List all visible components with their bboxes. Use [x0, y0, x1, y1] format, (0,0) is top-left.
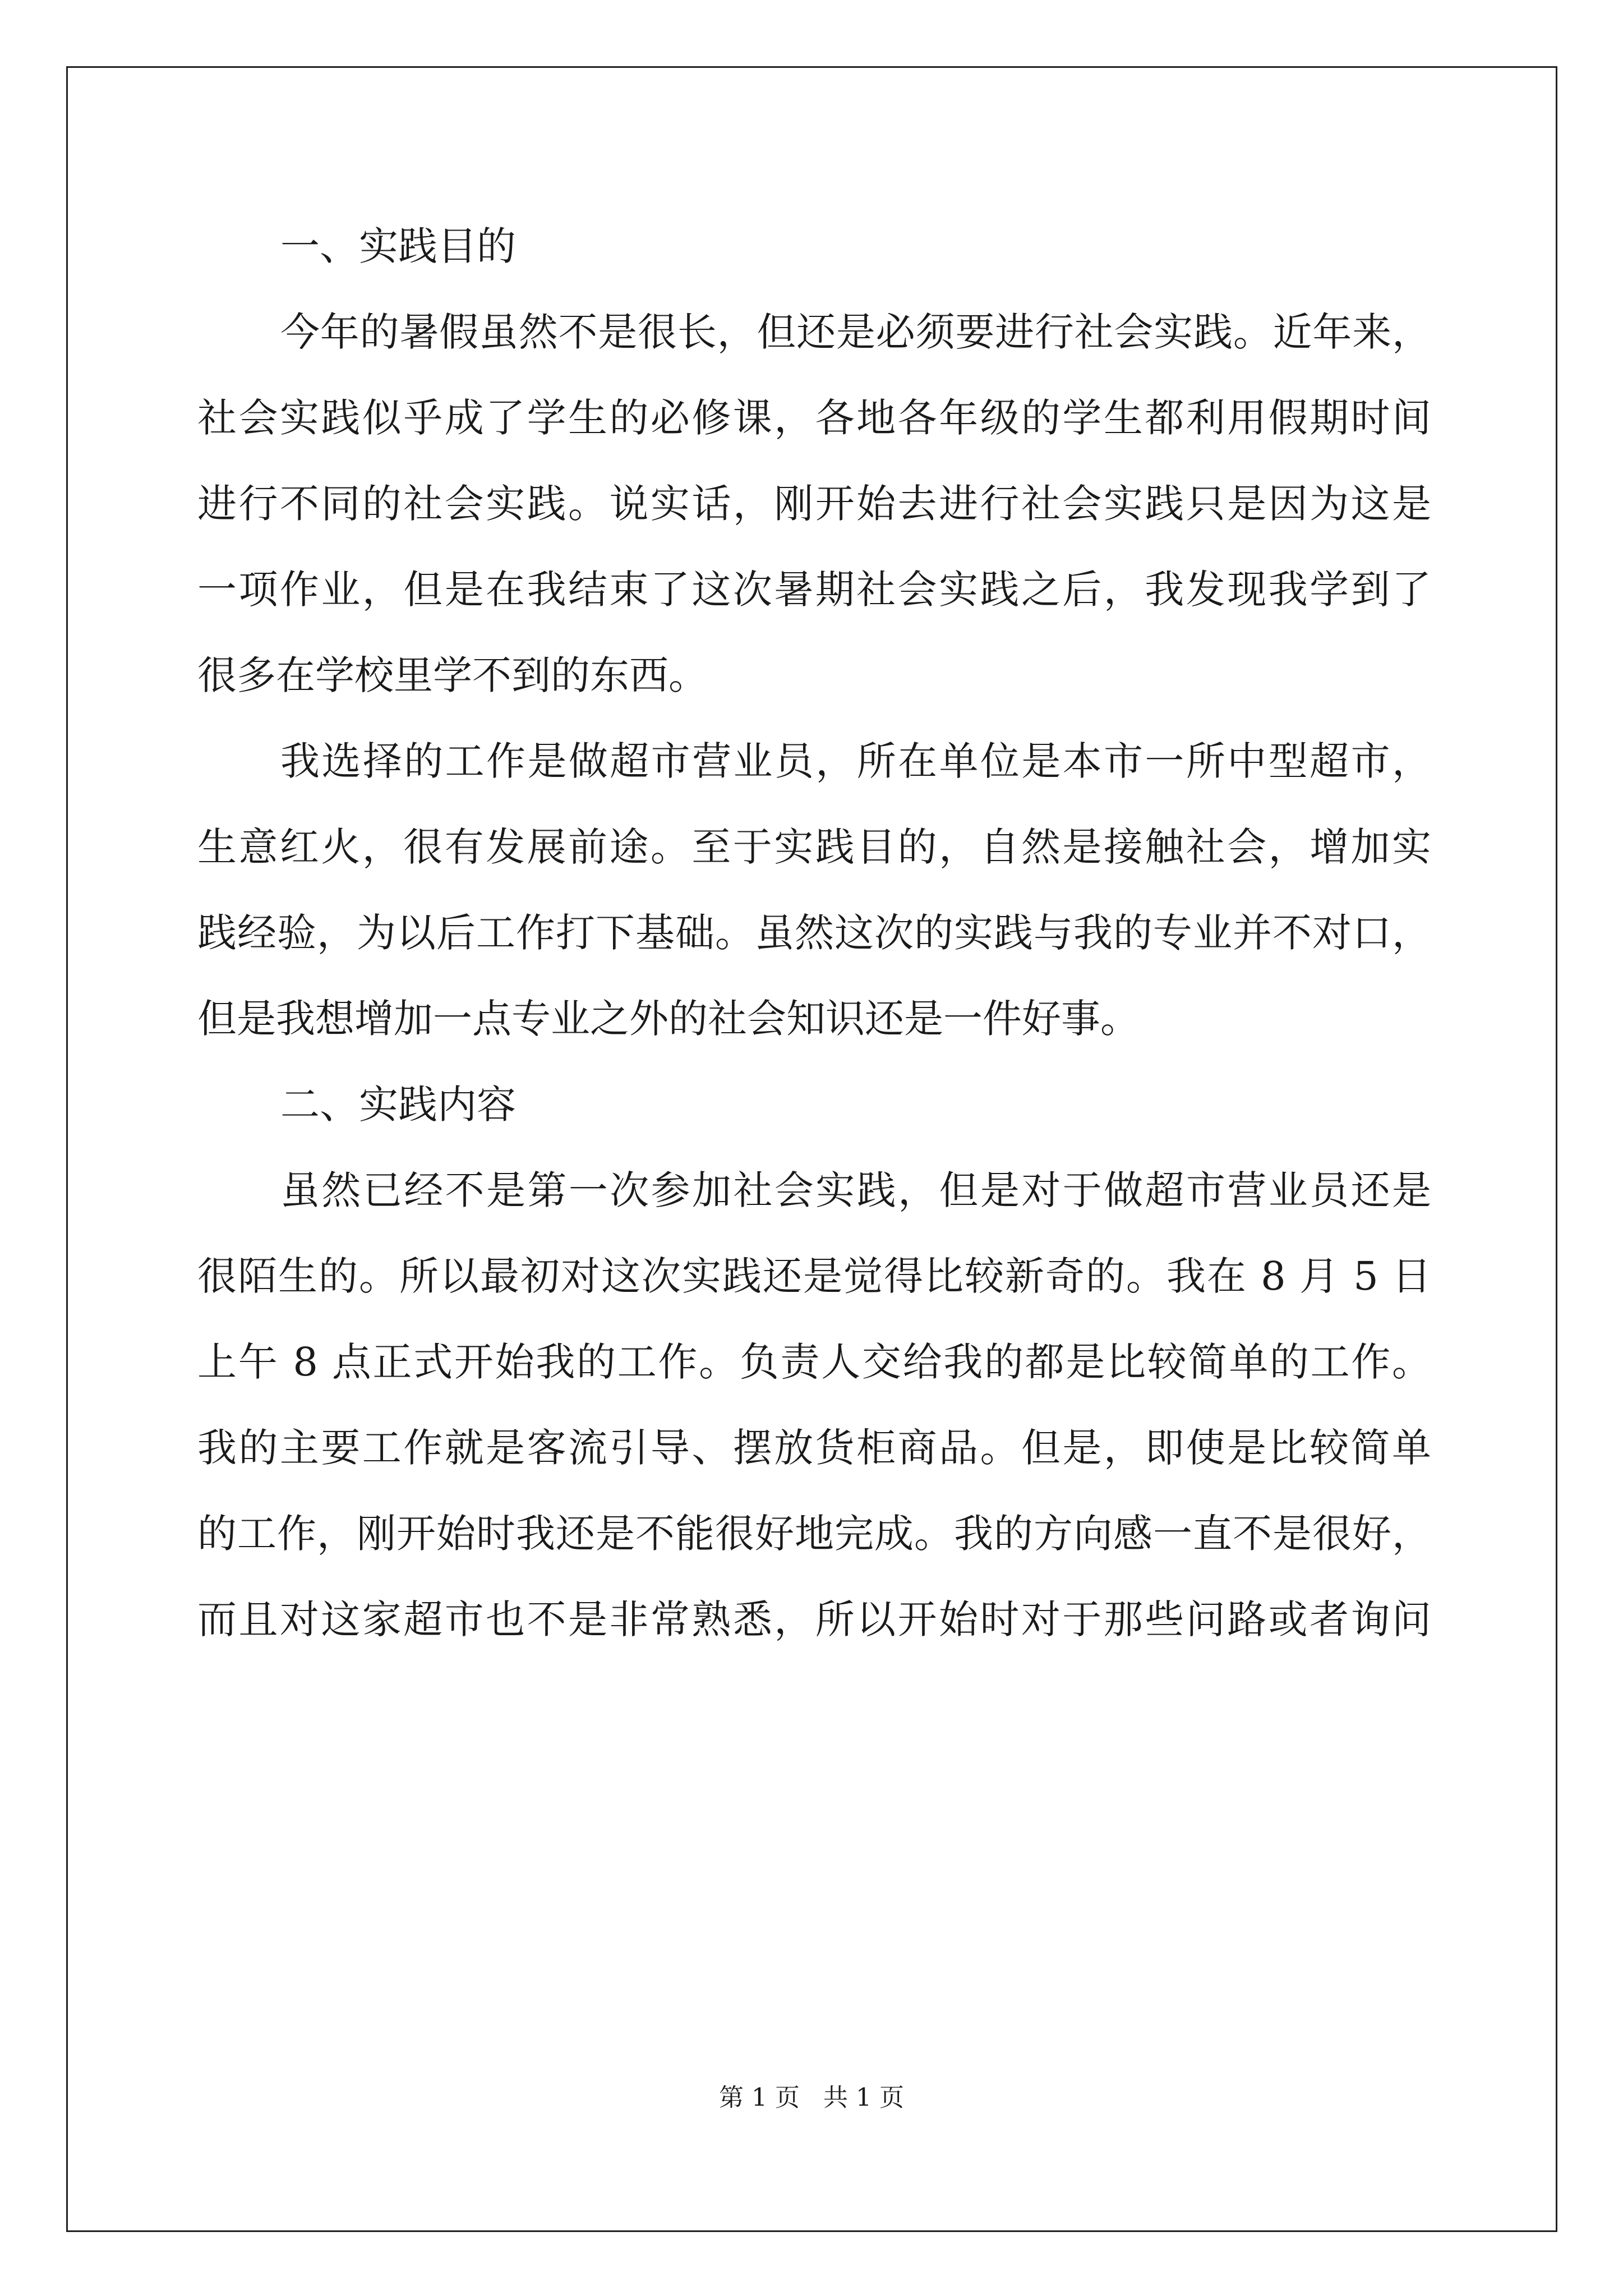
paragraph-line: 生意红火，很有发展前途。至于实践目的，自然是接触社会，增加实	[197, 824, 1431, 870]
paragraph-line: 但是我想增加一点专业之外的社会知识还是一件好事。	[197, 996, 1140, 1042]
page-number: 第 1 页	[719, 2083, 800, 2112]
section-heading-content: 二、实践内容	[280, 1082, 516, 1128]
paragraph-line: 践经验，为以后工作打下基础。虽然这次的实践与我的专业并不对口，	[197, 910, 1431, 956]
paragraph-line: 一项作业，但是在我结束了这次暑期社会实践之后，我发现我学到了	[197, 567, 1431, 613]
paragraph-line: 进行不同的社会实践。说实话，刚开始去进行社会实践只是因为这是	[197, 481, 1431, 527]
page-footer	[0, 2077, 1623, 2113]
paragraph-line: 的工作，刚开始时我还是不能很好地完成。我的方向感一直不是很好，	[197, 1511, 1431, 1557]
paragraph-line: 很陌生的。所以最初对这次实践还是觉得比较新奇的。我在 8 月 5 日	[197, 1253, 1431, 1299]
paragraph-line: 很多在学校里学不到的东西。	[197, 652, 708, 698]
paragraph-line: 今年的暑假虽然不是很长，但还是必须要进行社会实践。近年来，	[280, 309, 1431, 355]
paragraph-line: 我选择的工作是做超市营业员，所在单位是本市一所中型超市，	[280, 738, 1431, 784]
paragraph-line: 而且对这家超市也不是非常熟悉，所以开始时对于那些问路或者询问	[197, 1596, 1431, 1642]
paragraph-line: 虽然已经不是第一次参加社会实践，但是对于做超市营业员还是	[280, 1167, 1431, 1213]
paragraph-line: 我的主要工作就是客流引导、摆放货柜商品。但是，即使是比较简单	[197, 1425, 1431, 1471]
paragraph-line: 上午 8 点正式开始我的工作。负责人交给我的都是比较简单的工作。	[197, 1339, 1431, 1385]
section-heading-purpose: 一、实践目的	[280, 223, 516, 269]
paragraph-line: 社会实践似乎成了学生的必修课，各地各年级的学生都利用假期时间	[197, 395, 1431, 441]
page-total: 共 1 页	[823, 2083, 904, 2112]
